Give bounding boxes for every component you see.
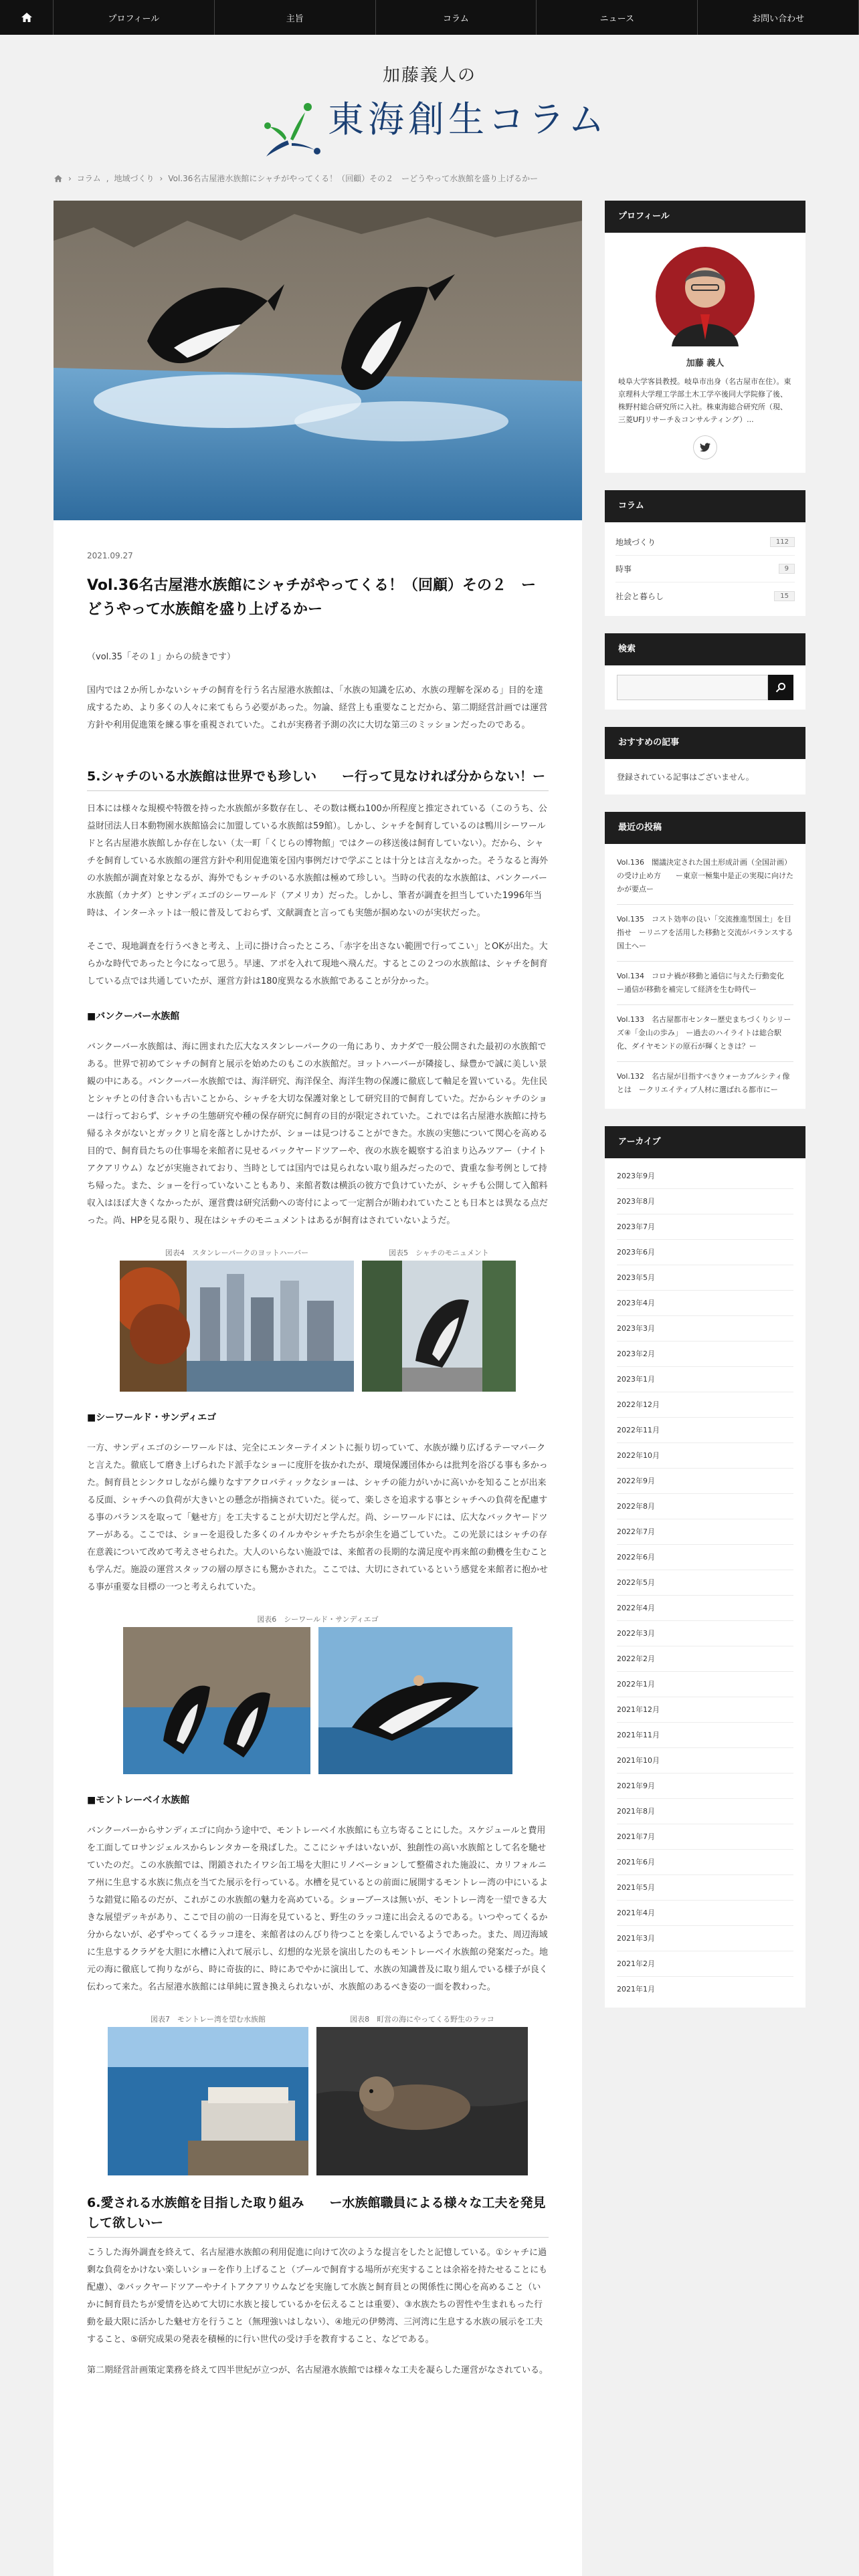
article-paragraph: 第二期経営計画策定業務を終えて四半世紀が立つが、名古屋港水族館では様々な工夫を凝らした運営がなされている。 — [87, 2365, 549, 2375]
figure-image — [120, 1261, 354, 1392]
home-icon — [21, 12, 33, 23]
archive-month-link[interactable]: 2023年4月 — [617, 1291, 793, 1316]
twitter-button[interactable] — [693, 435, 717, 459]
breadcrumb-item-column[interactable]: コラム — [76, 174, 101, 183]
archive-month-link[interactable]: 2022年2月 — [617, 1646, 793, 1672]
top-nav — [0, 0, 859, 35]
figure-image — [362, 1261, 516, 1392]
archive-month-link[interactable]: 2022年12月 — [617, 1392, 793, 1418]
avatar — [655, 246, 755, 346]
recent-posts-widget — [605, 812, 805, 1109]
archive-month-link[interactable]: 2021年3月 — [617, 1926, 793, 1951]
breadcrumb-current: Vol.36名古屋港水族館にシャチがやってくる！（回顧）その２ ーどうやって水族館を盛り上げるかー — [168, 174, 539, 183]
article-paragraph: バンクーバーからサンディエゴに向かう途中で、モントレーベイ水族館にも立ち寄ることにした。スケジュールと費用を工面してロサンジェルスからレンタカーを飛ばした。ここにシャチはいないが、独創性の高い水族館として名を馳せていたのだ。この水族館では、閉鎖されたイワシ缶工場を大胆にリノベーションして整備された施設に、カリフォルニア州に生息する水族に焦点を当てた展示を行っている。水槽を見ているとの前面に展開するモントレー湾の中にいるような錯覚に陥るのだが、これがこの水族館の魅力を高めている。ショーブースは無いが、モントレー湾を一望できる大きな展望デッキがあり、ここで目の前の一日海を見ていると、野生のラッコ達に出会えるのである。いつやってくるか分からないが、必ずやってくるラッコ達を、来館者はのんびり待つことを楽しんでいるようであった。また、周辺海域に生息するクラゲを大胆に水槽に入れて展示し、幻想的な光景を演出したのもモントレーベイ水族館の発案だった。地元の海に徹底して拘りながら、時に奇抜的に、時にあでやかに演出して、水族の知識普及に取り組んでいる様子が良く伝わって来た。名古屋港水族館には単純に置き換えられないが、水族館のあるべき姿の一面を教わった。 — [87, 1826, 549, 1992]
archive-month-link[interactable]: 2023年1月 — [617, 1367, 793, 1392]
figure-caption: 図表6 シーワールド・サンディエゴ — [257, 1615, 379, 1624]
category-item[interactable] — [615, 529, 795, 556]
profile-widget — [605, 201, 805, 473]
figure-image — [123, 1627, 310, 1774]
archive-widget — [605, 1126, 805, 2008]
category-count: 15 — [774, 591, 795, 601]
archive-month-link[interactable]: 2022年6月 — [617, 1545, 793, 1570]
archive-month-link[interactable]: 2022年5月 — [617, 1570, 793, 1596]
archive-month-link[interactable]: 2021年6月 — [617, 1850, 793, 1875]
figure-image — [108, 2027, 308, 2175]
article-date: 2021.09.27 — [87, 551, 133, 560]
site-subtitle: 加藤義人の — [382, 66, 476, 86]
profile-description: 岐阜大学客員教授。岐阜市出身（名古屋市在住）。東京理科大学理工学部土木工学卒後同大学院修了後、株野村総合研究所に入社。株東海総合研究所（現、三菱UFJリサーチ＆コンサルティング）... — [618, 377, 791, 424]
home-button[interactable] — [0, 0, 54, 35]
archive-month-link[interactable]: 2021年12月 — [617, 1697, 793, 1723]
figure — [108, 2014, 308, 2175]
twitter-icon — [700, 443, 710, 452]
archive-month-link[interactable]: 2021年11月 — [617, 1723, 793, 1748]
archive-month-link[interactable]: 2021年10月 — [617, 1748, 793, 1774]
section-heading: 6.愛される水族館を目指した取り組み ー水族館職員による様々な工夫を発見して欲しいー — [87, 2193, 549, 2238]
recent-post-link[interactable]: Vol.132 名古屋が目指すべきウォーカブルシティ像とは ークリエイティブ人材に選ばれる都市にー — [617, 1072, 790, 1094]
figure-caption: 図表4 スタンレーパークのヨットハーバー — [165, 1249, 309, 1257]
figure — [362, 1247, 516, 1392]
category-label[interactable]: 社会と暮らし — [615, 591, 664, 601]
archive-month-link[interactable]: 2023年8月 — [617, 1189, 793, 1214]
search-button[interactable] — [768, 675, 793, 700]
breadcrumb-separator: › — [159, 173, 163, 183]
archive-month-link[interactable]: 2023年7月 — [617, 1214, 793, 1240]
site-logo-icon[interactable] — [261, 102, 321, 162]
archive-month-link[interactable]: 2022年3月 — [617, 1621, 793, 1646]
nav-item-profile[interactable]: プロフィール — [54, 0, 215, 35]
recent-post-link[interactable]: Vol.136 閣議決定された国土形成計画（全国計画）の受け止め方 ー東京一極集中是正の実現に向けたかが要点ー — [617, 848, 793, 905]
site-header — [0, 35, 859, 148]
widget-heading: 最近の投稿 — [605, 812, 805, 844]
article-paragraph: 国内では２か所しかないシャチの飼育を行う名古屋港水族館は、「水族の知識を広め、水族の理解を深める」目的を達成するため、より多くの人々に来てもらう必要があった。勿論、経営上も重要なことだから、第二期経営計画では運営方針や利用促進策を練る事を重視されていた。これが実務者予測の次に大切な第三のミッションだったのである。 — [87, 685, 548, 730]
article-paragraph: そこで、現地調査を行うべきと考え、上司に掛け合ったところ、「赤字を出さない範囲で行ってこい」とOKが出た。大らかな時代であったと今になって思う。早速、アポを入れて現地へ飛んだ。するとこの２つの水族館は、シャチを飼育している点では共通していたが、運営方針は180度異なる水族館であることが分かった。 — [87, 942, 548, 986]
article-paragraph: （vol.35「その１」からの続きです） — [87, 652, 235, 662]
search-widget — [605, 633, 805, 710]
archive-month-link[interactable]: 2022年4月 — [617, 1596, 793, 1621]
archive-month-link[interactable]: 2023年5月 — [617, 1265, 793, 1291]
search-input[interactable] — [617, 675, 768, 700]
figure — [120, 1247, 354, 1392]
category-label[interactable]: 時事 — [615, 564, 632, 574]
archive-month-link[interactable]: 2021年4月 — [617, 1901, 793, 1926]
nav-item-purpose[interactable]: 主旨 — [215, 0, 376, 35]
category-label[interactable]: 地域づくり — [615, 538, 656, 547]
article-paragraph: 一方、サンディエゴのシーワールドは、完全にエンターテイメントに振り切っていて、水族が繰り広げるテーマパークと言えた。徹底して磨き上げられたド派手なショーに度肝を抜かれたが、環境保護団体からは批判を浴びる事も多かった。飼育員とシンクロしながら繰りなすアクロバティックなショーは、シャチの能力がいかに高いかを知ることが出来る反面、シャチへの負荷が大きいとの懸念が指摘されていた。従って、楽しさを追求する事とシャチへの負荷を配慮する事のバランスを取って「魅せ方」を工夫することが大切だと学んだ。尚、シーワールドには、広大なバックヤードツアーがある。ここでは、ショーを退役した多くのイルカやシャチたちが余生を過ごしていた。この光景にはシャチの存在意義について改めて考えさせられた。大人のいらない施設では、来館者の長期的な満足度や再来館の動機を生むことも学んだ。施設の運営スタッフの層の厚さにも驚かされた。ここでは、大切にされているという感覚を来館者に抱かせる事が重要な目標の一つと考えられていた。 — [87, 1443, 549, 1592]
widget-heading: コラム — [605, 490, 805, 522]
home-icon[interactable] — [54, 175, 63, 183]
archive-month-link[interactable]: 2021年5月 — [617, 1875, 793, 1901]
figure-caption: 図表5 シャチのモニュメント — [389, 1249, 489, 1257]
breadcrumb-separator: › — [68, 173, 72, 183]
category-count: 9 — [779, 564, 795, 574]
category-item[interactable] — [615, 582, 795, 609]
figure-image — [318, 1627, 512, 1774]
archive-month-link[interactable]: 2021年2月 — [617, 1951, 793, 1977]
article-paragraph: バンクーバー水族館は、海に囲まれた広大なスタンレーパークの一角にあり、カナダで一般公開された最初の水族館である。世界で初めてシャチの飼育と展示を始めたのもこの水族館だ。ヨットハーバーが隣接し、緑豊かで誠に美しい景観の中にある。バンクーバー水族館では、海洋研究、海洋保全、海洋生物の保護に徹底して軸足を置いている。先住民とシャチとの付き合いも古いことから、シャチを大切な保護対象として研究目的で飼育していた。だからシャチのショーは行っておらず、シャチの生態研究や種の保存研究に飼育の目的が限定されていた。これでは名古屋港水族館に持ち帰るネタがないとガックリと肩を落としかけたが、ショーは見つけることができた。水族の実態について関心を高める目的で、飼育員たちの仕事場を来館者に見せるバックヤードツアーや、夜の水族を観察する泊まり込みツアー（ナイトアクアリウム）などが実施されており、当時としては国内では見られない取り組みだったので、貴重な参考例として持ち帰った。また、ショーを行っていないこともあり、来館者数は横浜の彼方で負けていたが、シャチも公開して入館料収入はほぼ大きくなかったが、運営費は研究活動への寄付によって一定割合が賄われていたことも日本とは異なる点だった。尚、HPを見る限り、現在はシャチのモニュメントはあるが飼育はされていないようだ。 — [87, 1042, 549, 1226]
figure — [316, 2014, 528, 2175]
archive-month-link[interactable]: 2023年9月 — [617, 1164, 793, 1189]
category-item[interactable] — [615, 556, 795, 582]
site-title[interactable]: 東海創生コラム — [328, 98, 609, 140]
breadcrumb-item-category[interactable]: 地域づくり — [114, 174, 155, 183]
figure-image — [316, 2027, 528, 2175]
recent-post-link[interactable]: Vol.133 名古屋都市センター歴史まちづくりシリーズ④「金山の歩み」 ー過去のハイライトは総合駅化、ダイヤモンドの原石が輝くときは？ー — [617, 1005, 793, 1062]
archive-month-link[interactable]: 2021年9月 — [617, 1774, 793, 1799]
article — [54, 201, 582, 2576]
archive-month-link[interactable]: 2021年7月 — [617, 1824, 793, 1850]
archive-month-link[interactable]: 2023年2月 — [617, 1341, 793, 1367]
archive-month-link[interactable]: 2022年9月 — [617, 1469, 793, 1494]
recent-post-link[interactable]: Vol.135 コスト効率の良い「交流推進型国土」を目指せ ーリニアを活用した移動と交流がバランスする国土へー — [617, 905, 793, 962]
widget-heading: アーカイブ — [605, 1126, 805, 1158]
archive-month-link[interactable]: 2022年1月 — [617, 1672, 793, 1697]
article-paragraph: こうした海外調査を終えて、名古屋港水族館の利用促進に向けて次のような提言をしたと記憶している。①シャチに過剰な負荷をかけない楽しいショーを作り上げること（プールで飼育する場所が充実することは余裕を持たせることにも配慮）、②バックヤードツアーやナイトアクアリウムなどを実施して水族と飼育員との関係性に関心を高めること（いかに飼育員たちが愛情を込めて大切に水族と接しているかを伝えることは重要）、③水族たちの習性や生まれもった行動を最大限に活かした魅せ方を行うこと（無理強いはしない）、④地元の伊勢湾、三河湾に生息する水族の展示を工夫すること、⑤研究成果の発表を積極的に行い世代の受け手を教育すること、などである。 — [87, 2248, 548, 2345]
subsection-heading: ■バンクーバー水族館 — [87, 1011, 180, 1022]
figure-group — [87, 1614, 549, 1774]
archive-month-link[interactable]: 2022年10月 — [617, 1443, 793, 1469]
nav-item-contact[interactable]: お問い合わせ — [698, 0, 859, 35]
search-icon — [775, 682, 786, 693]
recent-post-link[interactable]: Vol.134 コロナ禍が移動と通信に与えた行動変化 ー通信が移動を補完して経済を生む時代ー — [617, 962, 793, 1005]
sidebar — [605, 201, 805, 2025]
category-count: 112 — [770, 537, 795, 547]
archive-month-link[interactable]: 2021年1月 — [617, 1985, 655, 1994]
archive-month-link[interactable]: 2021年8月 — [617, 1799, 793, 1824]
subsection-heading: ■モントレーベイ水族館 — [87, 1795, 190, 1806]
archive-month-link[interactable]: 2022年11月 — [617, 1418, 793, 1443]
figure-caption: 図表8 町営の海にやってくる野生のラッコ — [350, 2015, 494, 2024]
empty-message: 登録されている記事はございません。 — [617, 772, 754, 782]
article-paragraph: 日本には様々な規模や特徴を持った水族館が多数存在し、その数は概ね100か所程度と推定されている（このうち、公益財団法人日本動物園水族館協会に加盟している水族館は59館）。しかし、シャチを飼育しているのは鴨川シーワールドと名古屋港水族館しか存在しない（太一町「くじらの博物館」ではクーの移送後は飼育していない）。だから、シャチを飼育している水族館の運営方針や利用促進策を国内事例だけで学ぶことは十分とは言えなかった。そうなると海外の水族館が調査対象となるが、海外でもシャチのいる水族館は極めて珍しい。当時の代表的な水族館は、バンクーバー水族館（カナダ）とサンディエゴのシーワールド（アメリカ）だった。しかし、筆者が調査を担当していた1996年当時は、インターネットは一般に普及しておらず、文献調査と言っても実態が掴めないのが実状だった。 — [87, 804, 549, 918]
nav-item-column[interactable]: コラム — [376, 0, 537, 35]
figure-group — [87, 1247, 549, 1392]
archive-month-link[interactable]: 2023年3月 — [617, 1316, 793, 1341]
archive-month-link[interactable]: 2022年7月 — [617, 1519, 793, 1545]
archive-month-link[interactable]: 2022年8月 — [617, 1494, 793, 1519]
recommended-widget — [605, 727, 805, 794]
article-title: Vol.36名古屋港水族館にシャチがやってくる！（回顧）その２ ーどうやって水族館を盛り上げるかー — [87, 577, 537, 618]
hero-image — [54, 201, 582, 520]
widget-heading: 検索 — [605, 633, 805, 665]
figure-group — [87, 2014, 549, 2175]
archive-month-link[interactable]: 2023年6月 — [617, 1240, 793, 1265]
figure-caption: 図表7 モントレー湾を望む水族館 — [151, 2015, 266, 2024]
widget-heading: おすすめの記事 — [605, 727, 805, 759]
profile-name: 加藤 義人 — [686, 358, 725, 368]
nav-item-news[interactable]: ニュース — [537, 0, 698, 35]
category-widget — [605, 490, 805, 616]
subsection-heading: ■シーワールド・サンディエゴ — [87, 1412, 217, 1423]
breadcrumb-separator: , — [106, 173, 109, 183]
figure — [123, 1614, 512, 1774]
section-heading: 5.シャチのいる水族館は世界でも珍しい ー行って見なければ分からない！ー — [87, 766, 549, 791]
breadcrumb — [54, 173, 538, 184]
widget-heading: プロフィール — [605, 201, 805, 233]
